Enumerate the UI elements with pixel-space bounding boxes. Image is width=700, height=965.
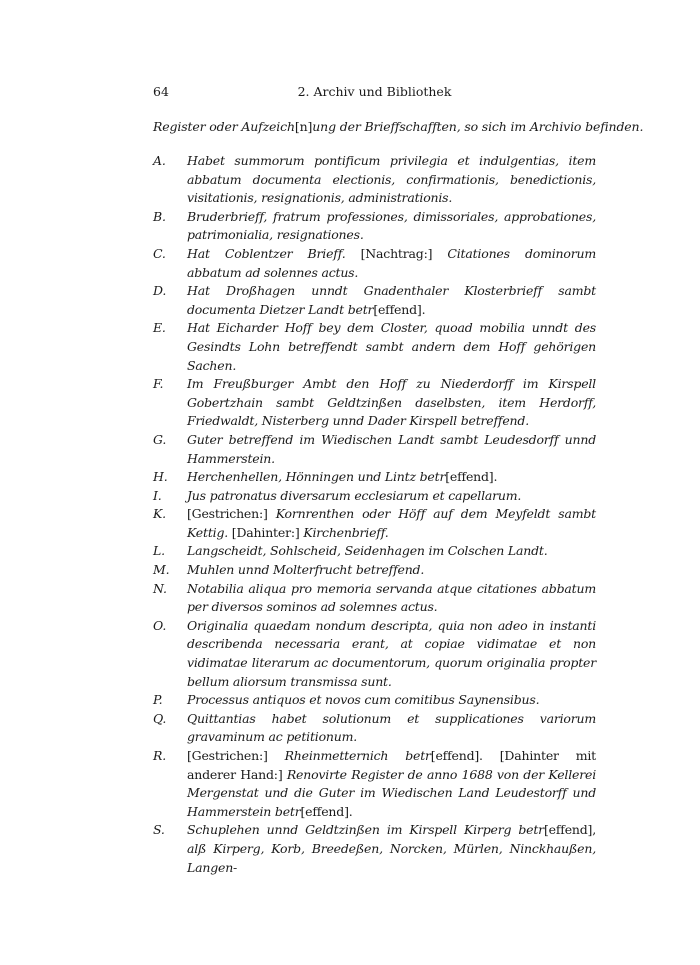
editorial-note: [effend],	[543, 822, 596, 838]
entry-segment: Hat Eicharder Hoff bey dem Closter, quoad mobilia unndt des Gesindts Lohn betreffendt sambt andern dem Hoff gehörigen Sachen.	[187, 320, 596, 373]
entry-segment: Hat Coblentzer Brieff.	[187, 245, 346, 261]
entry-text	[187, 208, 596, 245]
entry-text	[187, 710, 596, 747]
register-entry	[153, 505, 596, 542]
register-entry	[153, 747, 596, 821]
entry-text	[187, 580, 596, 617]
entry-segment: alß Kirperg, Korb, Breedeßen, Norcken, Mürlen, Ninckhaußen, Langen-	[187, 840, 596, 875]
register-entry	[153, 542, 596, 561]
entry-text	[187, 691, 596, 710]
editorial-note: [effend].	[445, 469, 498, 485]
entry-letter: P.	[153, 692, 163, 708]
register-entry	[153, 580, 596, 617]
entry-segment: Citationes dominorum abbatum ad solennes actus.	[187, 245, 596, 280]
register-entry	[153, 319, 596, 375]
register-entry	[153, 208, 596, 245]
page-number: 64	[153, 84, 169, 99]
register-entry	[153, 617, 596, 691]
entry-text	[187, 152, 596, 208]
entry-letter: R.	[153, 748, 166, 763]
entry-letter: S.	[153, 822, 165, 838]
register-entry	[153, 821, 596, 877]
entry-letter: C.	[153, 245, 166, 261]
entry-text	[187, 487, 596, 506]
register-entry	[153, 152, 596, 208]
entry-letter: N.	[153, 580, 167, 596]
entry-text	[187, 505, 596, 542]
register-title	[153, 118, 644, 136]
entry-letter: G.	[153, 431, 167, 447]
entry-letter: D.	[153, 283, 167, 299]
entry-segment: Guter betreffend im Wiedischen Landt sambt Leudesdorff unnd Hammerstein.	[187, 431, 596, 466]
entry-segment: Im Freußburger Ambt den Hoff zu Niederdorff im Kirspell Gobertzhain sambt Geldtzinßen daselbsten, item Herdorff, Friedwaldt, Nisterberg unnd Dader Kirspell betreffend.	[187, 376, 596, 429]
entry-segment: Originalia quaedam nondum descripta, quia non adeo in instanti describenda necessaria erant, at copiae vidimatae et non vidimatae literarum ac documentorum, quorum originalia propter bellum aliorsum transmissa sunt.	[187, 617, 596, 689]
register-entry	[153, 691, 596, 710]
editorial-note: [Dahinter:]	[228, 524, 304, 540]
entry-segment: Jus patronatus diversarum ecclesiarum et capellarum.	[187, 487, 522, 503]
title-editorial-insert: [n]	[294, 119, 313, 134]
entry-text	[187, 245, 596, 282]
title-part: Register oder Aufzeich	[153, 119, 295, 134]
editorial-note: [Gestrichen:]	[187, 506, 276, 522]
entry-text	[187, 375, 596, 431]
entry-text	[187, 282, 596, 319]
entry-segment: Quittantias habet solutionum et supplicationes variorum gravaminum ac petitionum.	[187, 710, 596, 745]
entry-segment: Rheinmetternich betr	[284, 748, 431, 763]
editorial-note: [effend]. [Dahinter mit anderer Hand:]	[187, 748, 596, 782]
entry-text	[187, 561, 596, 580]
entry-text	[187, 747, 596, 821]
editorial-note: [effend].	[300, 803, 353, 819]
entry-segment: Bruderbrieff, fratrum professiones, dimissoriales, approbationes, patrimonialia, resignationes.	[187, 208, 596, 243]
entry-segment: Langscheidt, Sohlscheid, Seidenhagen im Colschen Landt.	[187, 543, 548, 559]
entry-letter: O.	[153, 617, 167, 633]
register-entry	[153, 487, 596, 506]
entry-text	[187, 617, 596, 691]
entry-segment: Schuplehen unnd Geldtzinßen im Kirspell Kirperg betr	[187, 822, 544, 838]
entry-segment: Kirchenbrieff.	[303, 524, 389, 540]
entry-letter: E.	[153, 320, 166, 336]
entry-letter: K.	[153, 506, 166, 522]
register-entry	[153, 561, 596, 580]
entry-segment: Hat Droßhagen unndt Gnadenthaler Klosterbrieff sambt documenta Dietzer Landt betr	[187, 283, 596, 317]
entry-letter: I.	[153, 487, 162, 503]
editorial-note: [Gestrichen:]	[187, 748, 285, 763]
entry-text	[187, 821, 596, 877]
register-entry	[153, 431, 596, 468]
entry-text	[187, 542, 596, 561]
register-entry	[153, 375, 596, 431]
entry-segment: Processus antiquos et novos cum comitibus Saynensibus.	[187, 692, 540, 708]
entry-segment: Muhlen unnd Molterfrucht betreffend.	[187, 562, 425, 578]
entry-letter: B.	[153, 208, 166, 224]
editorial-note: [Nachtrag:]	[345, 245, 448, 261]
page-header	[153, 84, 596, 102]
entry-segment: Kornrenthen oder Höff auf dem Meyfeldt sambt Kettig.	[187, 506, 596, 540]
entry-letter: M.	[153, 562, 170, 578]
entry-text	[187, 431, 596, 468]
entry-letter: Q.	[153, 710, 167, 726]
register-entries	[153, 152, 596, 877]
title-part: ung der Brieffschafften, so sich im Archivio befinden.	[312, 119, 644, 134]
entry-segment: Habet summorum pontificum privilegia et indulgentias, item abbatum documenta electionis, confirmationis, benedictionis, visitationis, resignationis, administrationis.	[187, 153, 596, 206]
entry-letter: H.	[153, 469, 168, 485]
entry-segment: Notabilia aliqua pro memoria servanda atque citationes abbatum per diversos sominos ad solemnes actus.	[187, 580, 596, 615]
entry-letter: L.	[153, 543, 165, 559]
entry-text	[187, 468, 596, 487]
register-entry	[153, 245, 596, 282]
entry-text	[187, 319, 596, 375]
register-entry	[153, 468, 596, 487]
entry-letter: A.	[153, 153, 166, 168]
register-entry	[153, 282, 596, 319]
entry-segment: Herchenhellen, Hönningen und Lintz betr	[187, 469, 446, 485]
entry-letter: F.	[153, 376, 164, 392]
entry-segment: Renovirte Register de anno 1688 von der Kellerei Mergenstat und die Guter im Wiedischen Land Leudestorff und Hammerstein betr	[187, 766, 596, 819]
register-entry	[153, 710, 596, 747]
editorial-note: [effend].	[373, 301, 426, 317]
running-head: 2. Archiv und Bibliothek	[297, 84, 452, 99]
